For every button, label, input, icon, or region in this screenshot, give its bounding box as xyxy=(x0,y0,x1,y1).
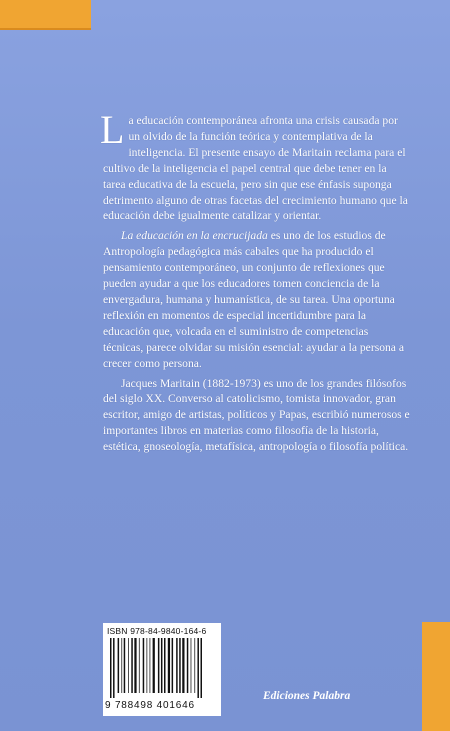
barcode-bar xyxy=(158,638,160,693)
book-paragraph xyxy=(103,228,411,371)
intro-paragraph xyxy=(100,107,411,224)
barcode-bar xyxy=(131,638,133,693)
barcode-bar xyxy=(143,638,145,693)
barcode-bar xyxy=(150,638,151,693)
barcode-bar xyxy=(179,638,181,693)
isbn-label: ISBN 978-84-9840-164-6 xyxy=(107,626,207,636)
barcode-bar xyxy=(139,638,140,693)
intro-text: a educación contemporánea afronta una crisis causada por un olvido de la función teórica y contemplativa de la inteligencia. El presente ensayo de Maritain reclama para el cultivo de la inteligencia el papel central que debe tener en la tarea educativa de la escuela, pero sin que ese énfasis suponga detrimento alguno de otras facetas del crecimiento humano que la educación debe igualmente catalizar y orientar. xyxy=(103,114,408,223)
barcode-bar xyxy=(187,638,189,693)
isbn-barcode-box xyxy=(103,623,221,716)
accent-bar-top xyxy=(0,0,91,28)
barcode-bar xyxy=(168,638,170,693)
barcode-bar xyxy=(153,638,155,693)
author-bio: Jacques Maritain (1882-1973) es uno de los grandes filósofos del siglo XX. Converso al catolicismo, tomista innovador, gran escritor, amigo de artistas, políticos y Papas, escribió numerosos e importantes libros en materias como filosofía de la historia, estética, gnoseología, metafísica, antropología o filosofía política. xyxy=(103,376,410,454)
accent-bar-top-edge xyxy=(0,28,91,30)
barcode-bar xyxy=(113,638,115,698)
barcode-bar xyxy=(118,638,120,693)
barcode xyxy=(109,638,217,698)
barcode-bar xyxy=(134,638,136,693)
barcode-bar xyxy=(128,638,129,693)
barcode-bar xyxy=(176,638,178,693)
dropcap: L xyxy=(100,107,125,152)
book-title: La educación en la encrucijada xyxy=(121,229,268,243)
barcode-bar xyxy=(121,638,122,693)
barcode-bar xyxy=(201,638,203,698)
barcode-bar xyxy=(124,638,126,693)
barcode-bar xyxy=(172,638,174,693)
barcode-bar xyxy=(110,638,112,698)
barcode-bar xyxy=(191,638,192,693)
barcode-bar xyxy=(164,638,166,693)
author-paragraph xyxy=(103,376,411,456)
book-description: es uno de los estudios de Antropología pedagógica más cabales que ha producido el pensamiento contemporáneo, un conjunto de reflexiones que pueden ayudar a que los educadores tomen conciencia de la envergadura, humana y humanística, de su tarea. Una oportuna reflexión en momentos de especial incertidumbre para la educación que, volcada en el suministro de competencias técnicas, parece olvidar su misión esencial: ayudar a la persona a crecer como persona. xyxy=(103,229,404,370)
isbn-digits: 9 788498 401646 xyxy=(105,700,195,711)
barcode-bar xyxy=(147,638,148,693)
publisher-name: Ediciones Palabra xyxy=(263,690,351,702)
blurb xyxy=(100,107,411,459)
barcode-bar xyxy=(182,638,184,693)
accent-bar-right xyxy=(422,622,450,731)
barcode-bar xyxy=(194,638,195,693)
barcode-bar xyxy=(161,638,163,693)
barcode-bar xyxy=(197,638,199,698)
